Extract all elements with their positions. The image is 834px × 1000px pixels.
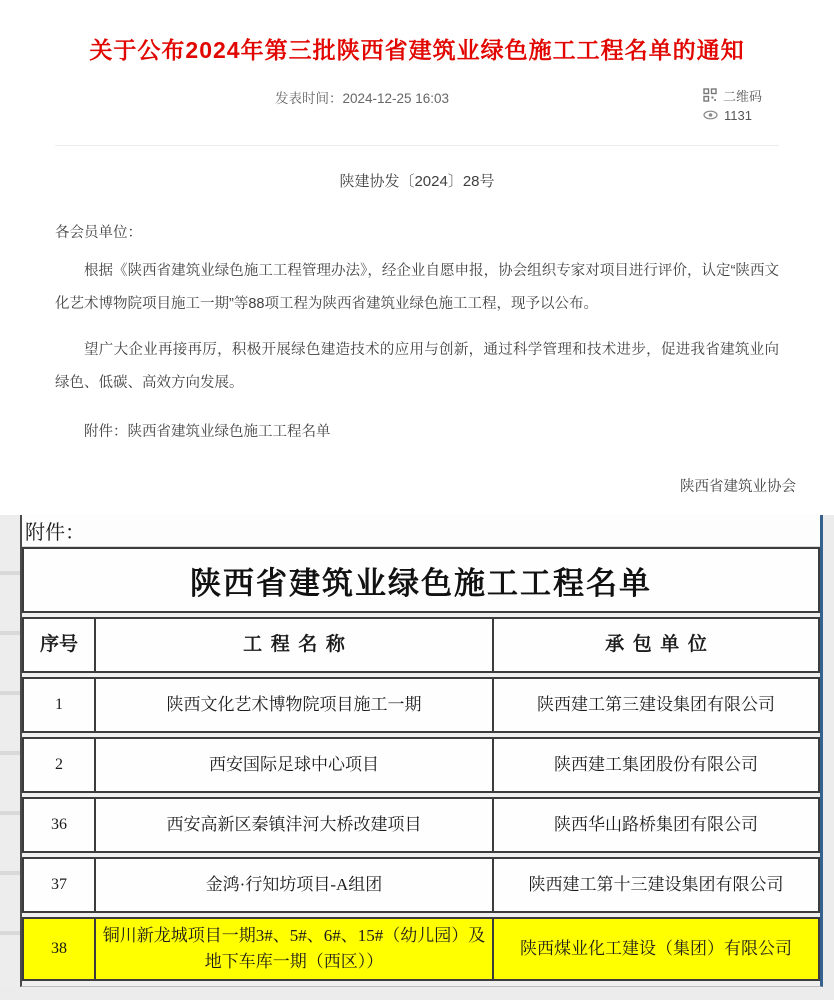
attachment-sheet <box>20 515 823 987</box>
publish-time: 发表时间：2024-12-25 16:03 <box>274 91 450 106</box>
row-number-cell: 36 <box>51 816 67 833</box>
row-number-cell: 38 <box>24 919 94 979</box>
contractor-cell: 陕西建工第三建设集团有限公司 <box>537 695 775 714</box>
header-divider <box>55 145 779 146</box>
table-row <box>22 677 820 733</box>
contractor-cell: 陕西建工集团股份有限公司 <box>554 755 758 774</box>
header-project: 工程名称 <box>94 619 494 671</box>
row-number-cell: 37 <box>51 876 67 893</box>
project-name-cell: 西安国际足球中心项目 <box>94 739 494 791</box>
table-row <box>22 917 820 981</box>
contractor-cell: 陕西华山路桥集团有限公司 <box>554 815 758 834</box>
meta-row <box>0 85 834 131</box>
project-name-cell: 陕西文化艺术博物院项目施工一期 <box>94 679 494 731</box>
issuer-name: 陕西省建筑业协会 <box>680 479 796 495</box>
sheet-left-margin <box>0 515 20 986</box>
attachment-section <box>0 515 834 1000</box>
attachment-label: 附件： <box>22 515 820 547</box>
table-row <box>22 797 820 853</box>
paragraph-2: 望广大企业再接再厉，积极开展绿色建造技术的应用与创新，通过科学管理和技术进步，促进我省建筑业向绿色、低碳、高效方向发展。 <box>55 342 779 391</box>
project-name-cell: 西安高新区秦镇沣河大桥改建项目 <box>94 799 494 851</box>
project-name-cell: 金鸿·行知坊项目-A组团 <box>94 859 494 911</box>
view-count: 1131 <box>723 107 752 123</box>
table-title: 陕西省建筑业绿色施工工程名单 <box>190 565 652 601</box>
project-name-cell: 铜川新龙城项目一期3#、5#、6#、15#（幼儿园）及地下车库一期（西区）） <box>94 919 494 979</box>
page-title: 关于公布2024年第三批陕西省建筑业绿色施工工程名单的通知 <box>89 37 745 63</box>
row-number-cell: 1 <box>55 696 63 713</box>
header-no: 序号 <box>39 634 78 655</box>
qr-code-label: 二维码 <box>722 88 762 104</box>
salutation: 各会员单位： <box>55 225 142 241</box>
table-header-row <box>22 617 820 673</box>
contractor-cell: 陕西建工第十三建设集团有限公司 <box>528 875 784 894</box>
header-contractor: 承包单位 <box>605 634 716 655</box>
row-number-cell: 2 <box>55 756 63 773</box>
document-number: 陕建协发〔2024〕28号 <box>339 173 495 190</box>
contractor-cell: 陕西煤业化工建设（集团）有限公司 <box>494 919 818 979</box>
table-row <box>22 857 820 913</box>
project-table-body <box>22 677 820 981</box>
qr-code-button[interactable] <box>703 85 762 105</box>
eye-icon <box>703 109 718 121</box>
table-row <box>22 737 820 793</box>
attachment-reference-line: 附件：陕西省建筑业绿色施工工程名单 <box>84 424 331 440</box>
view-counter <box>703 105 762 125</box>
table-title-row <box>22 547 820 613</box>
paragraph-1: 根据《陕西省建筑业绿色施工工程管理办法》，经企业自愿申报，协会组织专家对项目进行评价，认定“陕西文化艺术博物院项目施工一期”等88项工程为陕西省建筑业绿色施工工程，现予以公布。 <box>55 263 779 312</box>
meta-right-block <box>703 85 762 125</box>
notice-body <box>55 221 779 441</box>
qr-code-icon <box>703 88 717 102</box>
